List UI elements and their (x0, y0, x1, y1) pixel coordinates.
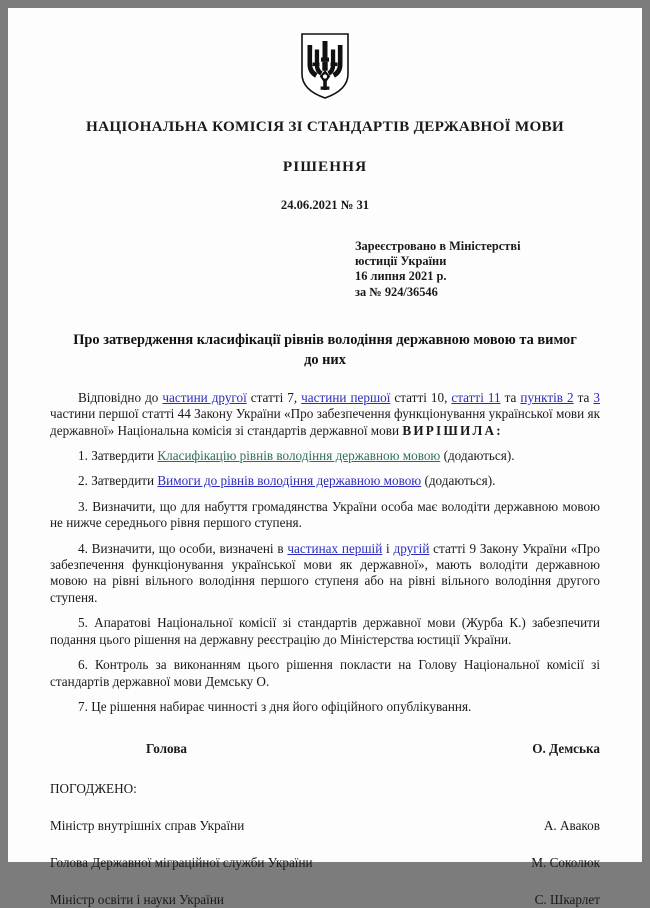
item1-text-pre: 1. Затвердити (78, 448, 158, 464)
link-druhii[interactable]: другій (393, 540, 430, 556)
document-title: Про затвердження класифікації рівнів володіння державною мовою та вимог до них (73, 331, 577, 368)
item1-text-post: (додаються). (440, 448, 515, 464)
decision-word: ВИРІШИЛА: (402, 422, 503, 438)
link-klasyfikatsiia[interactable]: Класифікацію рівнів володіння державною мовою (157, 448, 441, 464)
organization-title: НАЦІОНАЛЬНА КОМІСІЯ ЗІ СТАНДАРТІВ ДЕРЖАВНОЇ МОВИ (86, 118, 564, 135)
approval-role: Міністр внутрішніх справ України (50, 818, 245, 834)
paragraph-item-4 (50, 541, 600, 607)
approval-name: А. Аваков (543, 818, 600, 834)
item4-text-pre: 4. Визначити, що особи, визначені в (78, 540, 288, 556)
link-chastynakh-pershii[interactable]: частинах першій (287, 540, 383, 556)
document-page (8, 8, 642, 908)
paragraph-item-2 (50, 473, 600, 489)
registration-line-2: юстиції України (355, 254, 447, 269)
document-date-number: 24.06.2021 № 31 (280, 198, 370, 212)
item4-text-mid: і (382, 540, 394, 556)
link-punktiv-2[interactable]: пунктів 2 (520, 389, 574, 405)
paragraph-item-3: 3. Визначити, що для набуття громадянства України особа має володіти державною мовою не нижче середнього рівня першого ступеня. (50, 498, 600, 531)
intro-text-2: статті 7, (246, 389, 302, 405)
registration-block (347, 239, 600, 300)
intro-text-4: та (500, 389, 521, 405)
link-chastyny-druhoi[interactable]: частини другої (162, 389, 247, 405)
link-chastyny-pershoi[interactable]: частини першої (301, 389, 391, 405)
paragraph-item-5: 5. Апаратові Національної комісії зі стандартів державної мови (Журба К.) забезпечити подання цього рішення на державну реєстрацію до Міністерства юстиції України. (50, 615, 600, 647)
signature-block (50, 741, 600, 757)
approval-role: Міністр освіти і науки України (50, 892, 224, 908)
intro-text-1: Відповідно до (78, 389, 163, 405)
document-type: РІШЕННЯ (282, 158, 368, 175)
signatory-role: Голова (146, 741, 188, 757)
approval-role: Голова Державної міграційної служби України (50, 855, 313, 871)
approval-label: ПОГОДЖЕНО: (50, 781, 137, 797)
paragraph-item-6: 6. Контроль за виконанням цього рішення покласти на Голову Національної комісії зі стандартів державної мови Демську О. (50, 657, 600, 689)
paragraph-item-1 (50, 448, 600, 464)
item2-text-pre: 2. Затвердити (78, 473, 158, 489)
signatory-name: О. Демська (532, 741, 600, 757)
approval-row (50, 818, 600, 834)
registration-line-3: 16 липня 2021 р. (355, 269, 447, 284)
item2-text-post: (додаються). (421, 473, 496, 489)
paragraph-item-7: 7. Це рішення набирає чинності з дня його офіційного опублікування. (78, 698, 472, 714)
intro-text-5: та (573, 389, 594, 405)
link-vymohy[interactable]: Вимоги до рівнів володіння державною мовою (157, 473, 422, 489)
approval-row (50, 892, 600, 908)
tryzub-icon (299, 32, 351, 100)
intro-text-3: статті 10, (390, 389, 452, 405)
approval-name: С. Шкарлет (534, 892, 600, 908)
paragraph-intro (50, 390, 600, 439)
link-statti-11[interactable]: статті 11 (451, 389, 501, 405)
item4-text-post: статті 9 Закону України «Про забезпечення функціонування української мови як державної», мають володіти державною мовою на рівні вільного володіння першого ступеня або на рівні вільного володіння другого ступеня. (50, 540, 600, 605)
intro-text-6: частини першої статті 44 Закону України «Про забезпечення функціонування української мови як державної» Національна комісія зі стандартів державної мови (50, 406, 600, 438)
registration-line-1: Зареєстровано в Міністерстві (355, 239, 521, 253)
coat-of-arms-emblem (50, 32, 600, 100)
link-punkt-3[interactable]: 3 (593, 389, 600, 405)
registration-line-4: за № 924/36546 (355, 284, 438, 299)
approval-name: М. Соколюк (531, 855, 600, 871)
approval-row (50, 855, 600, 871)
